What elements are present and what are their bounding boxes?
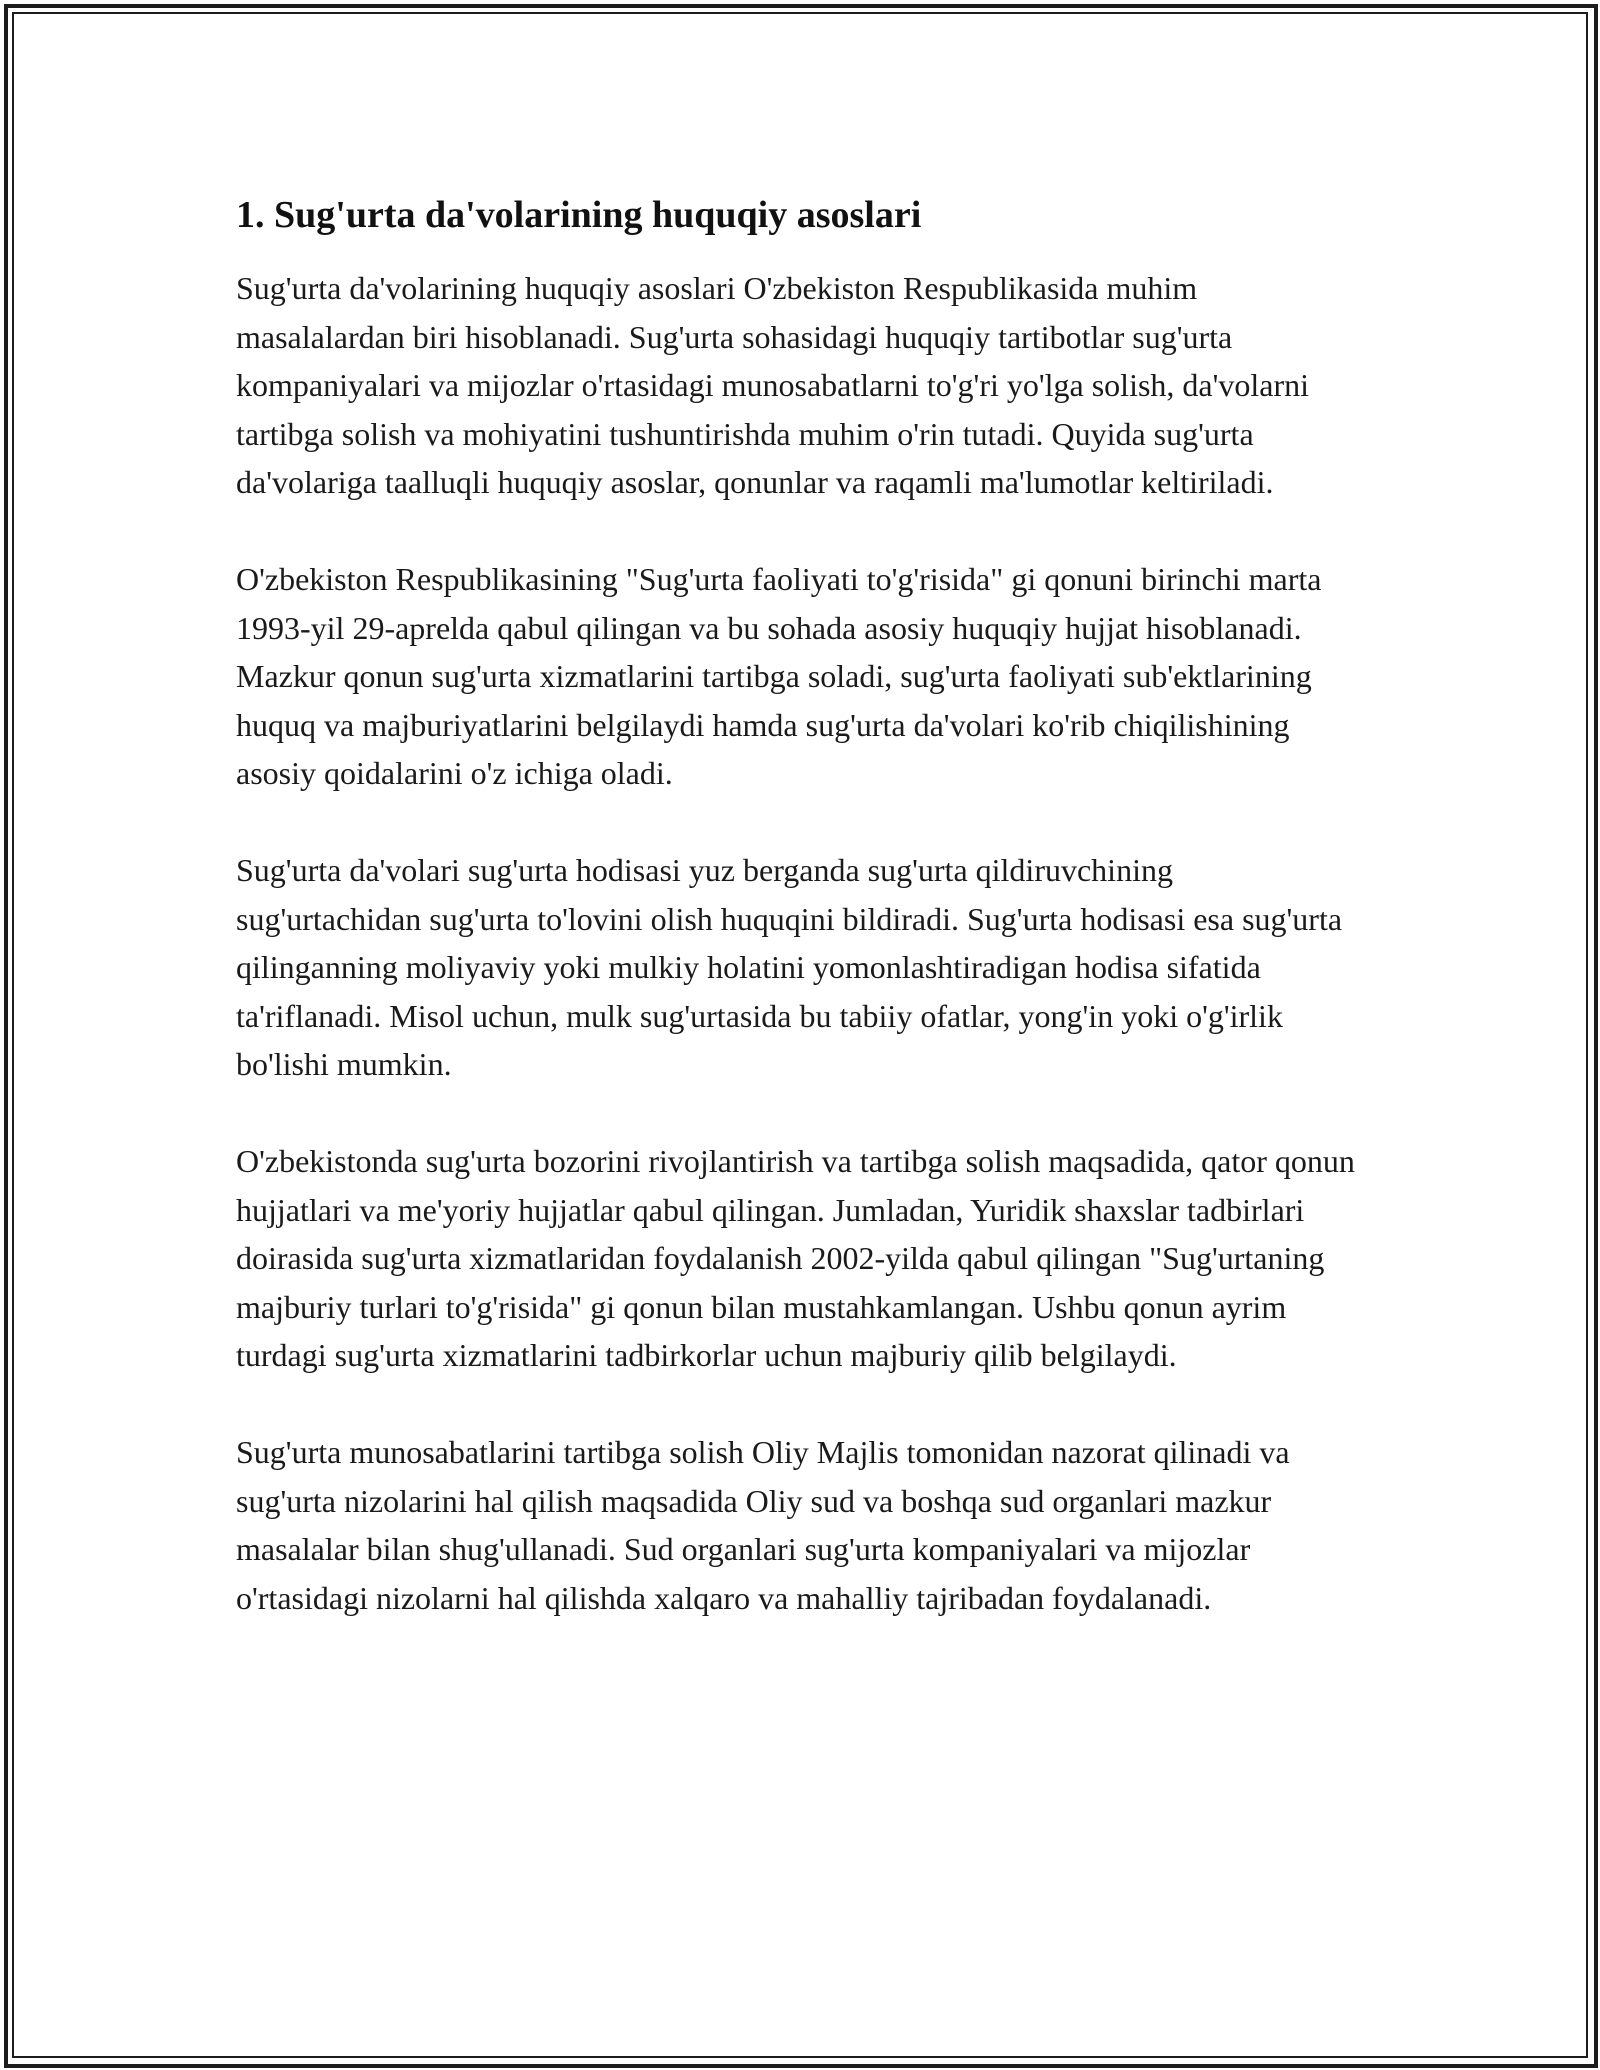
paragraph-4: O'zbekistonda sug'urta bozorini rivojlantirish va tartibga solish maqsadida, qator qonun hujjatlari va me'yoriy hujjatlar qabul qilingan. Jumladan, Yuridik shaxslar tadbirlari doirasida sug'urta xizmatlaridan foydalanish 2002-yilda qabul qilingan "Sug'urtaning majburiy turlari to'g'risida" gi qonun bilan mustahkamlangan. Ushbu qonun ayrim turdagi sug'urta xizmatlarini tadbirkorlar uchun majburiy qilib belgilaydi. (236, 1143, 1355, 1373)
paragraph-5: Sug'urta munosabatlarini tartibga solish Oliy Majlis tomonidan nazorat qilinadi va sug'urta nizolarini hal qilish maqsadida Oliy sud va boshqa sud organlari mazkur masalalar bilan shug'ullanadi. Sud organlari sug'urta kompaniyalari va mijozlar o'rtasidagi nizolarni hal qilishda xalqaro va mahalliy tajribadan foydalanadi. (236, 1434, 1290, 1616)
section-title: 1. Sug'urta da'volarining huquqiy asoslari (236, 194, 922, 236)
paragraph-3: Sug'urta da'volari sug'urta hodisasi yuz berganda sug'urta qildiruvchining sug'urtachidan sug'urta to'lovini olish huquqini bildiradi. Sug'urta hodisasi esa sug'urta qilinganning moliyaviy yoki mulkiy holatini yomonlashtiradigan hodisa sifatida ta'riflanadi. Misol uchun, mulk sug'urtasida bu tabiiy ofatlar, yong'in yoki o'g'irlik bo'lishi mumkin. (236, 852, 1343, 1082)
paragraph-1: Sug'urta da'volarining huquqiy asoslari O'zbekiston Respublikasida muhim masalalardan biri hisoblanadi. Sug'urta sohasidagi huquqiy tartibotlar sug'urta kompaniyalari va mijozlar o'rtasidagi munosabatlarni to'g'ri yo'lga solish, da'volarni tartibga solish va mohiyatini tushuntirishda muhim o'rin tutadi. Quyida sug'urta da'volariga taalluqli huquqiy asoslar, qonunlar va raqamli ma'lumotlar keltiriladi. (236, 270, 1310, 500)
paragraph-2: O'zbekiston Respublikasining "Sug'urta faoliyati to'g'risida" gi qonuni birinchi marta 1993-yil 29-aprelda qabul qilingan va bu sohada asosiy huquqiy hujjat hisoblanadi. Mazkur qonun sug'urta xizmatlarini tartibga soladi, sug'urta faoliyati sub'ektlarining huquq va majburiyatlarini belgilaydi hamda sug'urta da'volari ko'rib chiqilishining asosiy qoidalarini o'z ichiga oladi. (236, 561, 1322, 791)
document-body (236, 182, 1366, 1622)
